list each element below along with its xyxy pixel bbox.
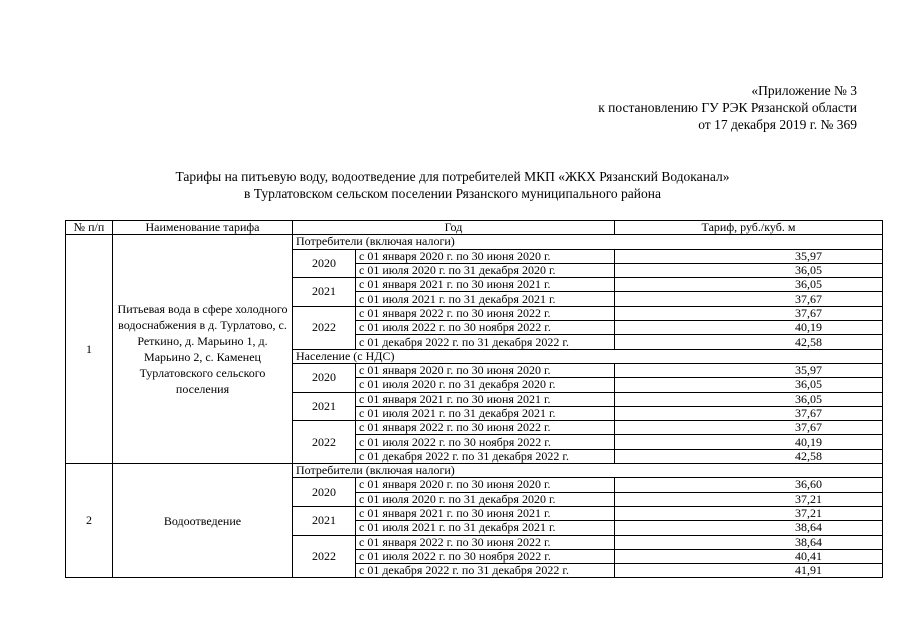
tariff-value: 38,64 — [615, 535, 883, 549]
period-cell: с 01 января 2020 г. по 30 июня 2020 г. — [356, 478, 615, 492]
tariff-value: 38,64 — [615, 521, 883, 535]
tariff-value: 42,58 — [615, 335, 883, 349]
period-cell: с 01 января 2022 г. по 30 июня 2022 г. — [356, 306, 615, 320]
period-cell: с 01 июля 2022 г. по 30 ноября 2022 г. — [356, 435, 615, 449]
tariff-value: 36,05 — [615, 263, 883, 277]
table-row — [66, 464, 883, 478]
appendix-line: от 17 декабря 2019 г. № 369 — [698, 117, 857, 132]
table-row — [66, 235, 883, 249]
appendix-line: «Приложение № 3 — [751, 83, 857, 98]
document-title — [0, 168, 905, 202]
title-line: в Турлатовском сельском поселении Рязанского муниципального района — [244, 186, 661, 201]
tariff-name: Водоотведение — [113, 464, 293, 578]
tariff-value: 40,41 — [615, 549, 883, 563]
tariff-value: 36,05 — [615, 378, 883, 392]
tariff-value: 36,05 — [615, 278, 883, 292]
tariff-value: 37,67 — [615, 306, 883, 320]
period-cell: с 01 июля 2022 г. по 30 ноября 2022 г. — [356, 549, 615, 563]
period-cell: с 01 января 2021 г. по 30 июня 2021 г. — [356, 506, 615, 520]
appendix-header — [598, 82, 857, 133]
year-cell: 2020 — [293, 478, 356, 507]
year-cell: 2022 — [293, 421, 356, 464]
tariff-value: 37,21 — [615, 506, 883, 520]
header-name: Наименование тарифа — [113, 221, 293, 235]
period-cell: с 01 июля 2020 г. по 31 декабря 2020 г. — [356, 492, 615, 506]
header-tariff: Тариф, руб./куб. м — [615, 221, 883, 235]
period-cell: с 01 января 2022 г. по 30 июня 2022 г. — [356, 535, 615, 549]
year-cell: 2022 — [293, 306, 356, 349]
row-number: 1 — [66, 235, 113, 464]
period-cell: с 01 января 2020 г. по 30 июня 2020 г. — [356, 363, 615, 377]
year-cell: 2020 — [293, 249, 356, 278]
header-year: Год — [293, 221, 615, 235]
tariff-value: 40,19 — [615, 321, 883, 335]
period-cell: с 01 января 2021 г. по 30 июня 2021 г. — [356, 278, 615, 292]
title-line: Тарифы на питьевую воду, водоотведение для потребителей МКП «ЖКХ Рязанский Водоканал» — [175, 169, 730, 184]
tariff-name: Питьевая вода в сфере холодного водоснабжения в д. Турлатово, с. Реткино, д. Марьино 1, д. Марьино 2, с. Каменец Турлатовского сельского поселения — [113, 235, 293, 464]
row-number: 2 — [66, 464, 113, 578]
year-cell: 2020 — [293, 363, 356, 392]
tariff-value: 41,91 — [615, 564, 883, 578]
year-cell: 2022 — [293, 535, 356, 578]
tariff-value: 35,97 — [615, 249, 883, 263]
consumer-group-label: Потребители (включая налоги) — [293, 235, 883, 249]
period-cell: с 01 июля 2021 г. по 31 декабря 2021 г. — [356, 292, 615, 306]
tariff-value: 37,67 — [615, 421, 883, 435]
period-cell: с 01 июля 2020 г. по 31 декабря 2020 г. — [356, 263, 615, 277]
period-cell: с 01 января 2022 г. по 30 июня 2022 г. — [356, 421, 615, 435]
period-cell: с 01 января 2021 г. по 30 июня 2021 г. — [356, 392, 615, 406]
table-body — [66, 235, 883, 578]
consumer-group-label: Потребители (включая налоги) — [293, 464, 883, 478]
table-header-row — [66, 221, 883, 235]
tariff-value: 35,97 — [615, 363, 883, 377]
tariff-value: 37,67 — [615, 406, 883, 420]
year-cell: 2021 — [293, 392, 356, 421]
year-cell: 2021 — [293, 506, 356, 535]
consumer-group-label: Население (с НДС) — [293, 349, 883, 363]
period-cell: с 01 декабря 2022 г. по 31 декабря 2022 г. — [356, 564, 615, 578]
header-num: № п/п — [66, 221, 113, 235]
period-cell: с 01 декабря 2022 г. по 31 декабря 2022 г. — [356, 449, 615, 463]
period-cell: с 01 июля 2022 г. по 30 ноября 2022 г. — [356, 321, 615, 335]
tariff-value: 42,58 — [615, 449, 883, 463]
period-cell: с 01 декабря 2022 г. по 31 декабря 2022 г. — [356, 335, 615, 349]
period-cell: с 01 июля 2021 г. по 31 декабря 2021 г. — [356, 406, 615, 420]
tariff-value: 37,67 — [615, 292, 883, 306]
tariff-value: 36,60 — [615, 478, 883, 492]
tariff-table — [65, 220, 883, 578]
year-cell: 2021 — [293, 278, 356, 307]
appendix-line: к постановлению ГУ РЭК Рязанской области — [598, 100, 857, 115]
tariff-value: 37,21 — [615, 492, 883, 506]
period-cell: с 01 января 2020 г. по 30 июня 2020 г. — [356, 249, 615, 263]
tariff-value: 36,05 — [615, 392, 883, 406]
period-cell: с 01 июля 2020 г. по 31 декабря 2020 г. — [356, 378, 615, 392]
period-cell: с 01 июля 2021 г. по 31 декабря 2021 г. — [356, 521, 615, 535]
tariff-value: 40,19 — [615, 435, 883, 449]
